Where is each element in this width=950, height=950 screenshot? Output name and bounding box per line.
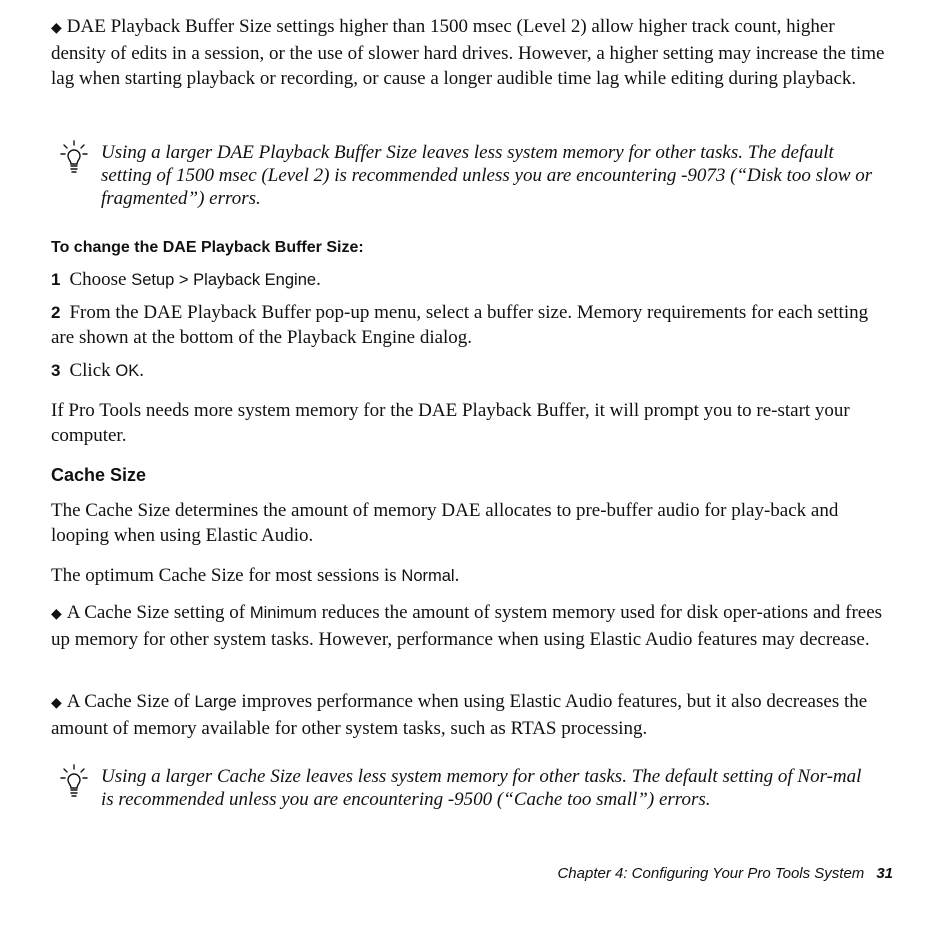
lightbulb-tip-icon: [60, 764, 88, 798]
restart-paragraph: If Pro Tools needs more system memory for the DAE Playback Buffer, it will prompt you to re-start your computer.: [51, 400, 850, 446]
tip-text-cache: Using a larger Cache Size leaves less system memory for other tasks. The default setting of Nor-mal is recommended unless you are encountering -9500 (“Cache too small”) errors.: [101, 766, 862, 810]
step-text: From the DAE Playback Buffer pop-up menu, select a buffer size. Memory requirements for each setting are shown at the bottom of the Playback Engine dialog.: [51, 302, 869, 348]
diamond-bullet: ◆: [51, 696, 62, 711]
step-1: [51, 267, 886, 293]
section-heading-cache-size: Cache Size: [51, 465, 147, 485]
procedure-heading: To change the DAE Playback Buffer Size:: [51, 239, 364, 256]
step-text-end: .: [316, 269, 321, 290]
cache-description-paragraph: The Cache Size determines the amount of memory DAE allocates to pre-buffer audio for play-back and looping when using Elastic Audio.: [51, 500, 839, 546]
cache-optimum-paragraph: [51, 563, 886, 589]
step-2: [51, 300, 886, 350]
paragraph-text-end: .: [454, 565, 460, 586]
bullet-text-end: improves performance when using Elastic Audio features, but it also decreases the amount of memory available for other system tasks, such as RTAS processing.: [51, 691, 868, 739]
step-3: [51, 358, 886, 384]
bullet-paragraph-minimum: [51, 600, 886, 652]
page-number: 31: [876, 865, 893, 882]
step-text: Choose: [69, 269, 132, 290]
bullet-paragraph-buffer-size: [51, 14, 886, 91]
setting-name: Large: [194, 693, 237, 711]
page-footer: [557, 865, 893, 882]
bullet-text: A Cache Size setting of: [66, 602, 250, 623]
lightbulb-tip-icon: [60, 140, 88, 174]
step-text-end: .: [139, 360, 144, 381]
step-number: 2: [51, 303, 61, 322]
diamond-bullet: ◆: [51, 21, 62, 36]
paragraph-text: The optimum Cache Size for most sessions is: [51, 565, 402, 586]
step-number: 1: [51, 270, 61, 289]
bullet-text-end: reduces the amount of system memory used for disk oper-ations and frees up memory for other system tasks. However, performance when using Elastic Audio features may decrease.: [51, 602, 883, 650]
bullet-paragraph-large: [51, 689, 886, 741]
diamond-bullet: ◆: [51, 607, 62, 622]
bullet-text: DAE Playback Buffer Size settings higher than 1500 msec (Level 2) allow higher track count, higher density of edits in a session, or the use of slower hard drives. However, a higher setting may increase the time lag when starting playback or recording, or cause a longer audible time lag while editing during playback.: [51, 16, 885, 89]
menu-path: Setup > Playback Engine: [131, 271, 317, 289]
setting-name: Normal: [401, 567, 455, 585]
bullet-text: A Cache Size of: [66, 691, 195, 712]
setting-name: Minimum: [249, 604, 317, 622]
step-text: Click: [69, 360, 116, 381]
step-number: 3: [51, 361, 61, 380]
chapter-title: Chapter 4: Configuring Your Pro Tools System: [557, 865, 865, 882]
tip-text-buffer: Using a larger DAE Playback Buffer Size leaves less system memory for other tasks. The default setting of 1500 msec (Level 2) is recommended unless you are encountering -9073 (“Disk too slow or fragmented”) errors.: [101, 142, 873, 209]
button-name: OK: [115, 362, 140, 380]
